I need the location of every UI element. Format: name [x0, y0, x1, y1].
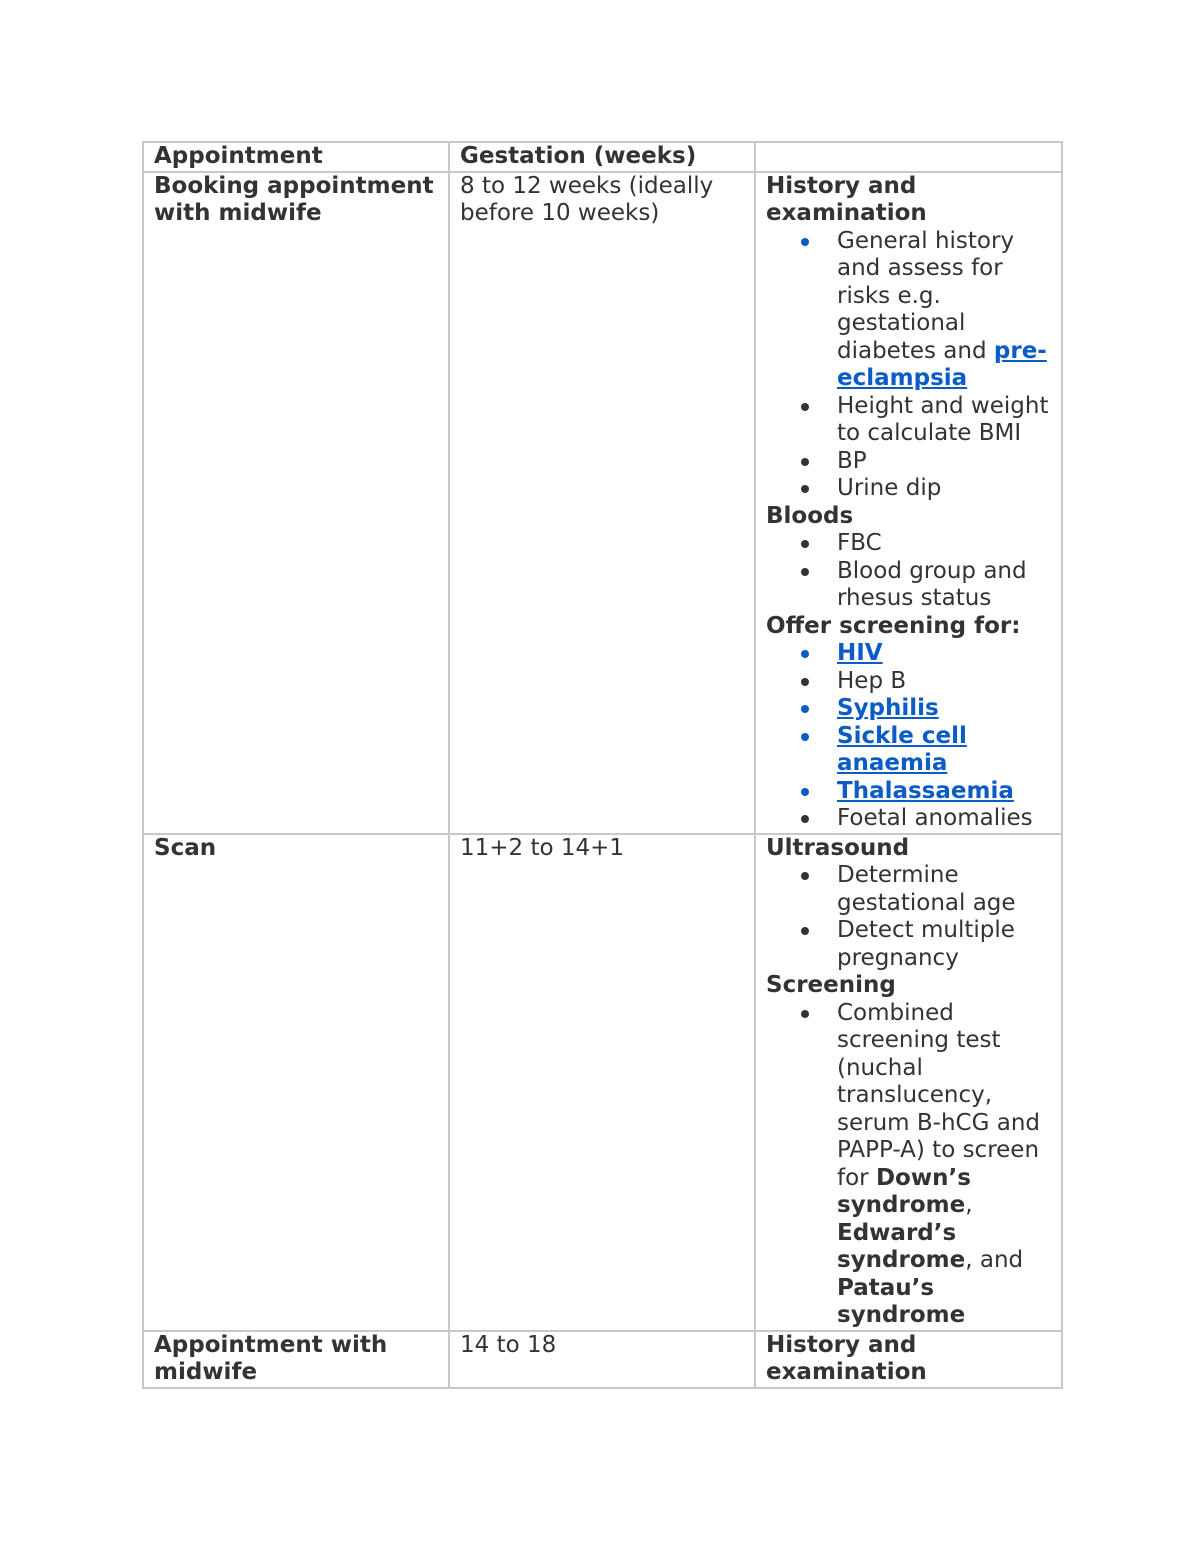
- table-header-row: [143, 142, 1062, 172]
- downs-syndrome-text: Down’s syndrome: [837, 1164, 971, 1218]
- item-list: [766, 1000, 1051, 1330]
- item-list: [766, 640, 1051, 833]
- edwards-syndrome-text: Edward’s syndrome: [837, 1219, 966, 1273]
- list-item: Urine dip: [766, 475, 1051, 503]
- section-heading: History and examination: [766, 1331, 927, 1385]
- gestation-cell: 8 to 12 weeks (ideally before 10 weeks): [449, 172, 755, 834]
- section-heading: Offer screening for:: [766, 612, 1021, 639]
- list-item: General history and assess for risks e.g. gestational diabetes and pre-eclampsia: [766, 228, 1051, 393]
- table-row: [143, 172, 1062, 834]
- list-item: Blood group and rhesus status: [766, 558, 1051, 613]
- header-details: [755, 142, 1062, 172]
- list-item: [766, 640, 1051, 668]
- section-heading: Ultrasound: [766, 834, 910, 861]
- appointment-cell: Booking appointment with midwife: [143, 172, 449, 834]
- gestation-cell: 14 to 18: [449, 1331, 755, 1388]
- list-item: Determine gestational age: [766, 862, 1051, 917]
- list-item: [766, 723, 1051, 778]
- list-item: FBC: [766, 530, 1051, 558]
- details-cell: [755, 172, 1062, 834]
- table-row: [143, 1331, 1062, 1388]
- table-row: [143, 834, 1062, 1331]
- gestation-cell: 11+2 to 14+1: [449, 834, 755, 1331]
- item-list: [766, 530, 1051, 613]
- list-item: Height and weight to calculate BMI: [766, 393, 1051, 448]
- header-appointment: Appointment: [143, 142, 449, 172]
- list-item: Hep B: [766, 668, 1051, 696]
- list-item: [766, 778, 1051, 806]
- syphilis-link[interactable]: Syphilis: [837, 695, 939, 721]
- details-cell: [755, 834, 1062, 1331]
- hiv-link[interactable]: HIV: [837, 640, 883, 666]
- list-item: [766, 695, 1051, 723]
- list-item: Combined screening test (nuchal translucency, serum B-hCG and PAPP-A) to screen for Down’s syndrome, Edward’s syndrome, and Patau’s syndrome: [766, 1000, 1051, 1330]
- item-list: [766, 862, 1051, 972]
- sickle-cell-anaemia-link[interactable]: Sickle cell anaemia: [837, 722, 967, 776]
- section-heading: Screening: [766, 972, 896, 998]
- antenatal-schedule-table: [142, 141, 1063, 1389]
- list-item: Detect multiple pregnancy: [766, 917, 1051, 972]
- pre-eclampsia-link[interactable]: pre-eclampsia: [837, 337, 1047, 391]
- item-list: [766, 228, 1051, 503]
- thalassaemia-link[interactable]: Thalassaemia: [837, 777, 1014, 804]
- section-heading: History and examination: [766, 172, 927, 226]
- list-item: Foetal anomalies: [766, 805, 1051, 833]
- details-cell: [755, 1331, 1062, 1388]
- appointment-cell: Appointment with midwife: [143, 1331, 449, 1388]
- section-heading: Bloods: [766, 502, 854, 529]
- list-item: BP: [766, 448, 1051, 476]
- pataus-syndrome-text: Patau’s syndrome: [837, 1274, 966, 1328]
- appointment-cell: Scan: [143, 834, 449, 1331]
- header-gestation: Gestation (weeks): [449, 142, 755, 172]
